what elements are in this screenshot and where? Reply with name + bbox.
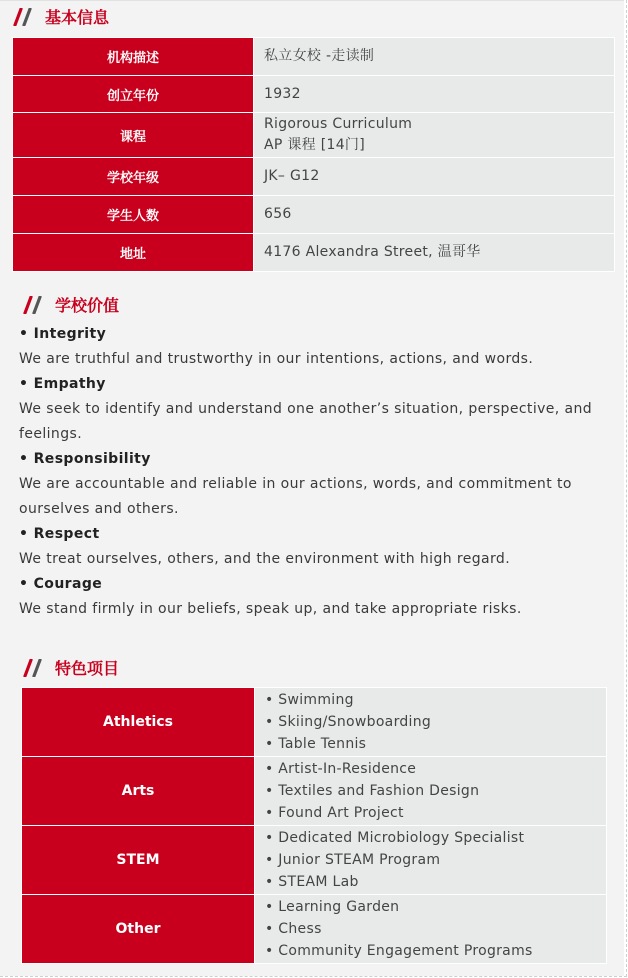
value-description: feelings.: [19, 426, 83, 442]
table-row: [22, 688, 607, 757]
table-row: [22, 826, 607, 895]
row-value: [254, 158, 615, 196]
row-label: 学校年级: [13, 158, 254, 196]
program-item: • Skiing/Snowboarding: [265, 714, 432, 730]
row-label: 机构描述: [13, 38, 254, 76]
section-title: 学校价值: [55, 296, 120, 315]
value-description: We are truthful and trustworthy in our intentions, actions, and words.: [19, 351, 534, 367]
row-label: 创立年份: [13, 76, 254, 113]
program-item: • Artist-In-Residence: [265, 761, 417, 777]
program-item: • Community Engagement Programs: [265, 943, 533, 959]
program-item: • Swimming: [265, 692, 354, 708]
table-row: [13, 234, 615, 272]
table-row: [22, 757, 607, 826]
table-row: [22, 895, 607, 964]
value-line: 4176 Alexandra Street, 温哥华: [264, 244, 481, 260]
row-label: 学生人数: [13, 196, 254, 234]
program-item: • Found Art Project: [265, 805, 404, 821]
double-slash-icon: [22, 296, 46, 314]
program-label: Arts: [22, 757, 255, 826]
double-slash-icon: [22, 659, 46, 677]
program-label: Athletics: [22, 688, 255, 757]
program-items: [255, 895, 607, 964]
row-label: 地址: [13, 234, 254, 272]
table-row: [13, 158, 615, 196]
row-value: [254, 196, 615, 234]
value-title: • Respect: [19, 526, 100, 542]
double-slash-icon: [12, 8, 36, 26]
program-items: [255, 757, 607, 826]
program-items: [255, 826, 607, 895]
value-title: • Responsibility: [19, 451, 151, 467]
value-description: We seek to identify and understand one another’s situation, perspective, and: [19, 401, 593, 417]
value-title: • Courage: [19, 576, 103, 592]
value-line: AP 课程 [14门]: [264, 137, 365, 153]
value-item: [19, 447, 604, 522]
value-title: • Empathy: [19, 376, 106, 392]
program-item: • Learning Garden: [265, 899, 400, 915]
value-item: [19, 522, 604, 572]
program-label: STEM: [22, 826, 255, 895]
program-item: • Dedicated Microbiology Specialist: [265, 830, 525, 846]
row-value: [254, 113, 615, 158]
section-title: 基本信息: [45, 8, 110, 27]
table-row: [13, 76, 615, 113]
section-title: 特色项目: [55, 659, 120, 678]
section-header-school-values: [22, 293, 119, 316]
program-item: • Junior STEAM Program: [265, 852, 441, 868]
value-item: [19, 372, 604, 447]
table-row: [13, 38, 615, 76]
row-value: [254, 234, 615, 272]
program-label: Other: [22, 895, 255, 964]
row-value: [254, 38, 615, 76]
section-header-basic-info: [12, 5, 109, 28]
value-line: 私立女校 -走读制: [264, 48, 375, 64]
value-line: JK– G12: [264, 168, 320, 184]
table-row: [13, 196, 615, 234]
value-item: [19, 322, 604, 372]
program-item: • Table Tennis: [265, 736, 367, 752]
value-description: We are accountable and reliable in our actions, words, and commitment to: [19, 476, 572, 492]
table-row: [13, 113, 615, 158]
program-item: • STEAM Lab: [265, 874, 359, 890]
value-title: • Integrity: [19, 326, 107, 342]
programs-table: [21, 687, 607, 964]
basic-info-table: [12, 37, 615, 272]
program-item: • Chess: [265, 921, 322, 937]
value-line: 1932: [264, 85, 301, 102]
school-values-list: [19, 322, 604, 622]
value-description: ourselves and others.: [19, 501, 179, 517]
row-label: 课程: [13, 113, 254, 158]
program-items: [255, 688, 607, 757]
value-description: We treat ourselves, others, and the environment with high regard.: [19, 551, 511, 567]
program-item: • Textiles and Fashion Design: [265, 783, 480, 799]
value-description: We stand firmly in our beliefs, speak up, and take appropriate risks.: [19, 601, 522, 617]
value-line: 656: [264, 206, 292, 222]
row-value: [254, 76, 615, 113]
value-line: Rigorous Curriculum: [264, 116, 413, 132]
section-header-programs: [22, 656, 119, 679]
value-item: [19, 572, 604, 622]
